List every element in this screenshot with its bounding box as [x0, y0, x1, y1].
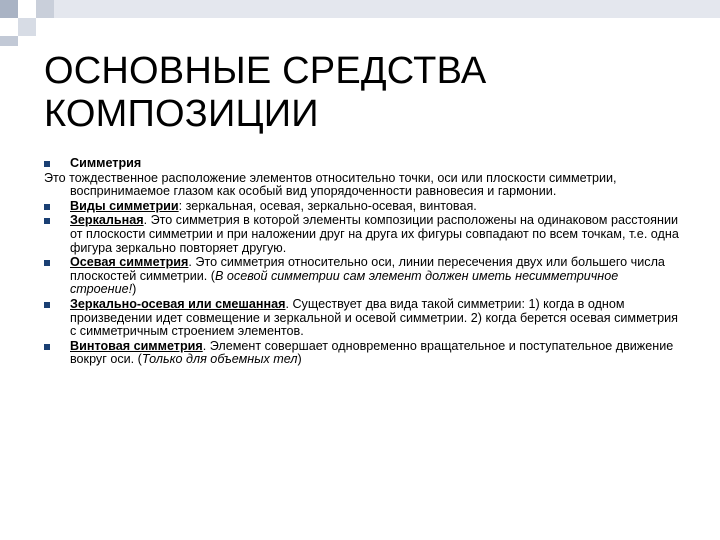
square-bullet-icon	[44, 161, 50, 167]
list-item	[44, 157, 680, 171]
item-heading: Виды симметрии	[70, 198, 179, 213]
item-text: . Это симметрия относительно оси, линии пересечения двух или большего числа плоскостей симметрии. (	[70, 255, 665, 283]
item-heading: Винтовая симметрия	[70, 338, 203, 353]
square-bullet-icon	[44, 344, 50, 350]
title-line-1: ОСНОВНЫЕ СРЕДСТВА	[44, 50, 487, 92]
square-bullet-icon	[44, 302, 50, 308]
item-text: : зеркальная, осевая, зеркально-осевая, винтовая.	[178, 198, 477, 213]
item-italic-note: Только для объемных тел	[141, 352, 298, 367]
square-bullet-icon	[44, 218, 50, 224]
item-text-tail: )	[132, 282, 137, 297]
list-item	[44, 298, 680, 339]
item-heading: Зеркальная	[70, 213, 144, 228]
list-item	[44, 214, 680, 255]
square-bullet-icon	[44, 260, 50, 266]
item-heading: Симметрия	[70, 156, 142, 170]
list-item	[44, 200, 680, 214]
slide-title	[44, 50, 684, 136]
item-text: . Существует два вида такой симметрии: 1) когда в одном произведении идет совмещение и зеркальной и осевой симметрии. 2) когда берется осевая симметрия с симметричным строением элементов.	[70, 296, 678, 339]
header-decoration	[0, 0, 720, 46]
slide-body	[44, 157, 680, 368]
list-item	[44, 256, 680, 297]
definition-paragraph: Это тождественное расположение элементов относительно точки, оси или плоскости симметрии, воспринимаемое глазом как особый вид упорядоченности равновесия и гармонии.	[44, 170, 617, 199]
item-text: . Элемент совершает одновременно вращательное и поступательное движение вокруг оси. (	[70, 338, 674, 367]
item-heading: Зеркально-осевая или смешанная	[70, 296, 286, 311]
list-item	[44, 340, 680, 367]
title-line-2: КОМПОЗИЦИИ	[44, 93, 319, 135]
item-text-tail: )	[297, 352, 302, 367]
item-heading: Осевая симметрия	[70, 255, 189, 270]
item-text: . Это симметрия в которой элементы композиции расположены на одинаковом расстоянии от плоскости симметрии и при наложении друг на друга их фигуры совпадают по всем точкам, т.е. одна фигура зеркально повторяет другую.	[70, 213, 679, 255]
square-bullet-icon	[44, 204, 50, 210]
decorative-squares	[0, 0, 720, 46]
item-italic-note: В осевой симметрии сам элемент должен иметь несимметричное строение!	[70, 268, 619, 297]
